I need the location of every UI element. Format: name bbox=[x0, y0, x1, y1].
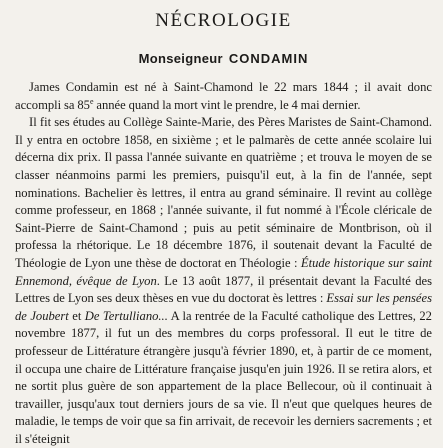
p3-text: . Le 13 août 1877, il présentait devant la Faculté des Lettres de Lyon ses deux thèses en vue du doctorat ès lettres : bbox=[15, 273, 432, 306]
p3-thesis-title-2: De Tertulliano... bbox=[84, 308, 168, 323]
article-title bbox=[15, 50, 432, 68]
p1-text-a: James Condamin est né à Saint-Chamond le 22 mars 1844 ; il avait donc accompli sa 85 bbox=[15, 80, 432, 112]
p4-text: A la rentrée de la Faculté catholique des Lettres, 22 novembre 1877, il fut un des membres du corps professoral. Il eut le titre de professeur de Littérature étrangère jusqu'à février 1890, et, à partir de ce moment, il occupa une chaire de Littérature française jusqu'en juin 1926. Il se retira alors, et ne sortit plus guère de son appartement de la place Bellecour, où il continuait à travailler, jusqu'aux tout derniers jours de sa vie. Il n'eut que quelques heures de maladie, le temps de voir que sa fin arrivait, de recevoir les derniers sacrements ; et il s'éteignit bbox=[15, 308, 432, 446]
paragraph-1 bbox=[15, 79, 432, 114]
section-title: NÉCROLOGIE bbox=[155, 10, 292, 31]
p3-thesis-title-1: Essai sur les pensées de Joubert bbox=[15, 291, 433, 323]
p1-text-b: année quand la mort vint le prendre, le 4 mai dernier. bbox=[93, 97, 361, 112]
paragraph-2 bbox=[15, 114, 432, 448]
article-body bbox=[15, 79, 432, 448]
title-prefix: Monseigneur bbox=[138, 51, 223, 66]
p2-thesis-title: Étude historique sur saint Ennemond, évêque de Lyon bbox=[15, 255, 432, 288]
p2-text: Il fit ses études au Collège Sainte-Marie, des Pères Maristes de Saint-Chamond. Il y entra en octobre 1858, en sixième ; et le palmarès de cette année scolaire lui décerna dix prix. Il passa l'année suivante en quatrième ; et trouva le moyen de se classer néanmoins parmi les premiers, puisqu'il eut, à la fin de l'année, sept nominations. Bachelier ès lettres, il entra au grand séminaire. Il revint au collège comme professeur, en 1868 ; l'année suivante, il fut nommé à l'École cléricale de Saint-Pierre de Saint-Chamond ; puis au petit séminaire de Montbrison, où il professa la rhétorique. Le 18 décembre 1876, il soutenait devant la Faculté de Théologie de Lyon une thèse de doctorat en Théologie : bbox=[15, 115, 432, 270]
p3-conjunction: et bbox=[68, 308, 85, 323]
p1-superscript: e bbox=[89, 96, 94, 106]
title-surname: CONDAMIN bbox=[228, 51, 309, 66]
